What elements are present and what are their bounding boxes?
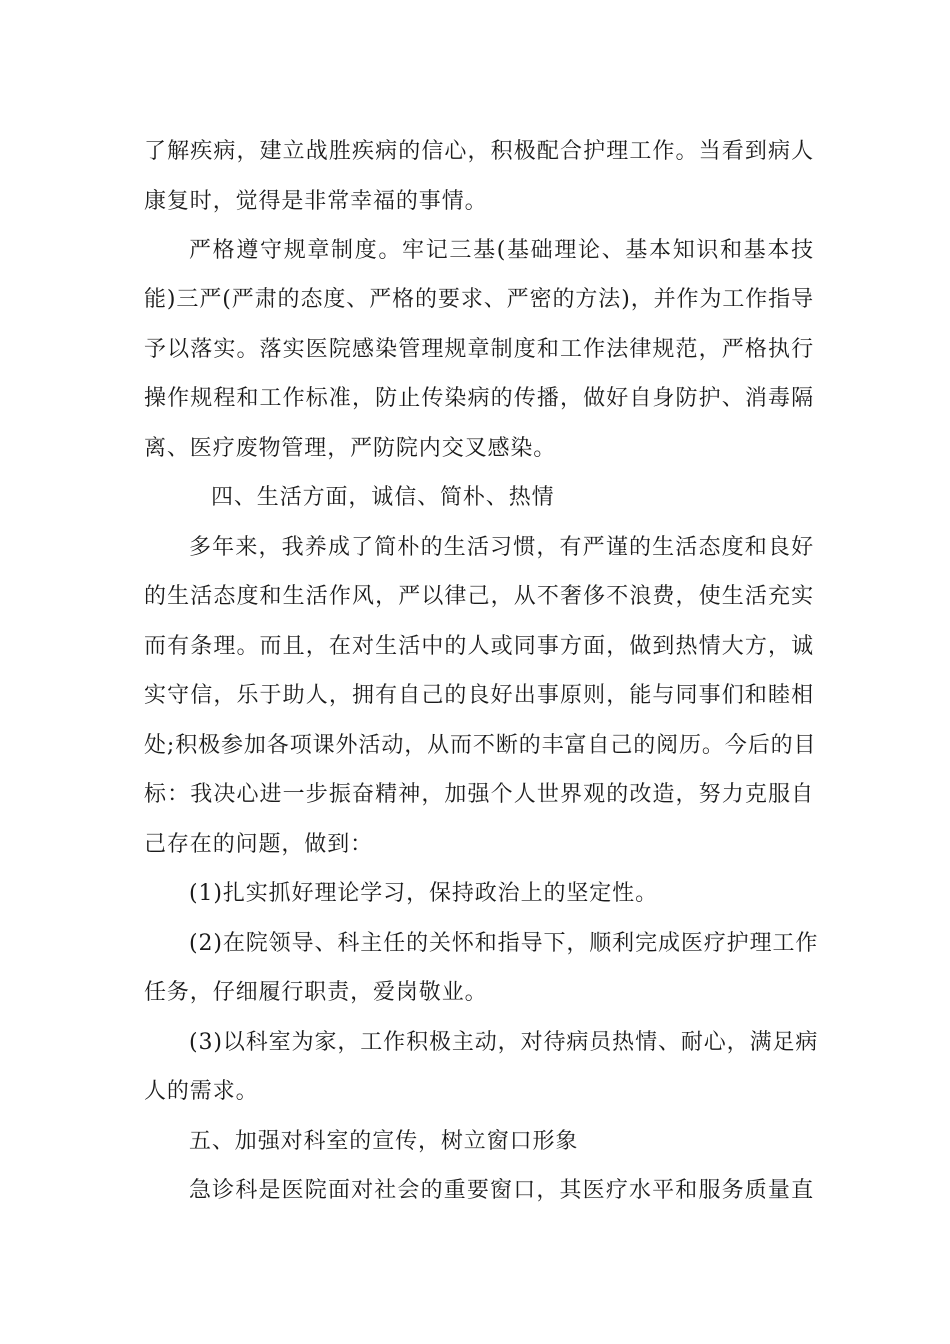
section-heading: 五、加强对科室的宣传，树立窗口形象	[189, 1129, 579, 1154]
list-item: (1)扎实抓好理论学习，保持政治上的坚定性。	[189, 881, 658, 906]
list-item: (2)在院领导、科主任的关怀和指导下，顺利完成医疗护理工作	[189, 931, 819, 956]
text-line: 了解疾病，建立战胜疾病的信心，积极配合护理工作。当看到病人	[144, 139, 814, 164]
section-heading: 四、生活方面，诚信、简朴、热情	[211, 485, 555, 510]
text-line: 标：我决心进一步振奋精神，加强个人世界观的改造，努力克服自	[144, 782, 814, 807]
text-line: 能)三严(严肃的态度、严格的要求、严密的方法)，并作为工作指导	[144, 287, 814, 312]
text-line: 而有条理。而且，在对生活中的人或同事方面，做到热情大方，诚	[144, 634, 814, 659]
text-line: 的生活态度和生活作风，严以律己，从不奢侈不浪费，使生活充实	[144, 584, 814, 609]
text-line: 任务，仔细履行职责，爱岗敬业。	[144, 980, 488, 1005]
text-line: 处;积极参加各项课外活动，从而不断的丰富自己的阅历。今后的目	[144, 733, 817, 758]
text-line: 予以落实。落实医院感染管理规章制度和工作法律规范，严格执行	[144, 337, 814, 362]
text-line: 实守信，乐于助人，拥有自己的良好出事原则，能与同事们和睦相	[144, 683, 814, 708]
text-line: 人的需求。	[144, 1079, 259, 1104]
list-item: (3)以科室为家，工作积极主动，对待病员热情、耐心，满足病	[189, 1030, 819, 1055]
paragraph-start-line: 严格遵守规章制度。牢记三基(基础理论、基本知识和基本技	[189, 238, 814, 263]
text-line: 离、医疗废物管理，严防院内交叉感染。	[144, 436, 557, 461]
text-line: 操作规程和工作标准，防止传染病的传播，做好自身防护、消毒隔	[144, 386, 814, 411]
text-line: 康复时，觉得是非常幸福的事情。	[144, 189, 488, 214]
text-line: 己存在的问题，做到：	[144, 832, 374, 857]
paragraph-start-line: 多年来，我养成了简朴的生活习惯，有严谨的生活态度和良好	[189, 535, 814, 560]
paragraph-start-line: 急诊科是医院面对社会的重要窗口，其医疗水平和服务质量直	[189, 1178, 814, 1203]
